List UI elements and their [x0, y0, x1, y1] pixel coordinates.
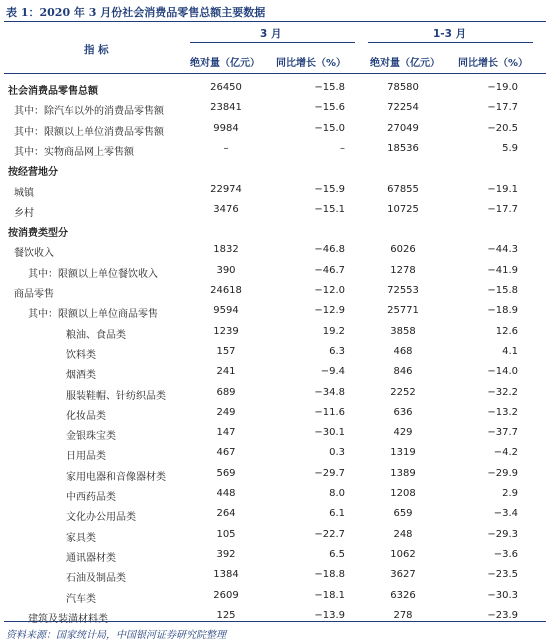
cell-march-absolute: 157	[216, 345, 236, 357]
row-label: 服装鞋帽、针纺织品类	[66, 390, 166, 402]
cell-march-absolute: 392	[216, 548, 236, 560]
cell-march-absolute: 105	[216, 528, 236, 540]
cell-q1-yoy: −4.2	[493, 447, 518, 459]
cell-q1-yoy: 12.6	[495, 325, 518, 337]
cell-q1-absolute: 25771	[387, 305, 419, 317]
cell-q1-yoy: −15.8	[487, 285, 518, 296]
cell-march-yoy: −15.9	[314, 183, 345, 195]
cell-q1-absolute: 67855	[387, 183, 419, 195]
row-label: 其中：限额以上单位消费品零售额	[14, 126, 164, 138]
table-row	[0, 505, 550, 525]
cell-q1-absolute: 1389	[390, 467, 416, 479]
table-row	[0, 140, 550, 160]
cell-q1-yoy: −17.7	[487, 102, 518, 114]
row-label: 饮料类	[66, 349, 96, 361]
table-row	[0, 546, 550, 566]
cell-march-yoy: −13.9	[314, 609, 345, 621]
row-label: 餐饮收入	[14, 248, 54, 260]
cell-march-yoy: −15.1	[314, 203, 345, 215]
row-label: 城镇	[14, 187, 34, 199]
row-label: 粮油、食品类	[66, 329, 126, 341]
table-row	[0, 201, 550, 221]
cell-march-absolute: 9594	[213, 305, 239, 317]
cell-q1-absolute: 2252	[390, 386, 416, 398]
cell-q1-absolute: 248	[393, 528, 413, 540]
cell-q1-yoy: −37.7	[487, 427, 518, 439]
row-label: 商品零售	[14, 289, 54, 300]
header-period-march: 3 月	[260, 28, 282, 40]
row-label: 其中：实物商品网上零售额	[14, 146, 134, 158]
row-label: 金银珠宝类	[66, 431, 116, 443]
source-note: 资料来源：国家统计局，中国银河证券研究院整理	[6, 630, 226, 641]
cell-march-yoy: −46.7	[314, 264, 345, 276]
cell-q1-yoy: −19.1	[487, 183, 518, 195]
cell-march-absolute: 467	[216, 447, 236, 459]
cell-q1-yoy: −3.4	[493, 508, 518, 520]
cell-march-absolute: 390	[216, 264, 236, 276]
table-row	[0, 424, 550, 444]
row-label: 乡村	[14, 207, 34, 219]
cell-march-yoy: −22.7	[314, 528, 345, 540]
row-label: 其中：限额以上单位餐饮收入	[28, 268, 158, 280]
table-row	[0, 302, 550, 322]
cell-march-absolute: 26450	[210, 82, 242, 93]
cell-march-yoy: −9.4	[320, 366, 345, 378]
cell-march-yoy: −15.8	[314, 82, 345, 93]
table-row	[0, 526, 550, 546]
cell-q1-yoy: 2.9	[502, 488, 518, 499]
table-row	[0, 262, 550, 282]
cell-q1-yoy: −32.2	[487, 386, 518, 398]
table-row	[0, 607, 550, 627]
cell-march-yoy: −12.0	[314, 285, 345, 296]
header-yoy-1: 同比增长（%）	[276, 58, 347, 69]
cell-march-yoy: 0.3	[329, 447, 345, 459]
cell-march-absolute: 1384	[213, 569, 239, 581]
table-row	[0, 120, 550, 140]
cell-q1-yoy: 4.1	[502, 345, 518, 357]
cell-march-absolute: 23841	[210, 102, 242, 114]
cell-q1-absolute: 72553	[387, 285, 419, 296]
table-row	[0, 587, 550, 607]
cell-march-absolute: 3476	[213, 203, 239, 215]
cell-q1-absolute: 6326	[390, 589, 416, 601]
row-label: 按经营地分	[8, 167, 58, 179]
table-row	[0, 221, 550, 241]
cell-q1-absolute: 6026	[390, 244, 416, 256]
table-row	[0, 241, 550, 261]
cell-march-yoy: −30.1	[314, 427, 345, 439]
cell-march-absolute: 9984	[213, 122, 239, 134]
cell-q1-yoy: −23.5	[487, 569, 518, 581]
cell-march-yoy: −12.9	[314, 305, 345, 317]
row-label: 其中：限额以上单位商品零售	[28, 309, 158, 321]
table-row	[0, 323, 550, 343]
cell-march-absolute: 264	[216, 508, 236, 520]
cell-q1-yoy: −20.5	[487, 122, 518, 134]
cell-march-absolute: 2609	[213, 589, 239, 601]
row-label: 家具类	[66, 532, 96, 544]
cell-q1-yoy: −41.9	[487, 264, 518, 276]
cell-march-yoy: 6.3	[329, 345, 345, 357]
cell-q1-yoy: −14.0	[487, 366, 518, 378]
top-rule	[4, 21, 546, 22]
row-label: 社会消费品零售总额	[8, 86, 98, 97]
cell-march-absolute: 125	[216, 609, 236, 621]
row-label: 中西药品类	[66, 492, 116, 503]
table-row	[0, 465, 550, 485]
table-row	[0, 181, 550, 201]
row-label: 建筑及装潢材料类	[28, 613, 108, 625]
table-row	[0, 485, 550, 505]
row-label: 汽车类	[66, 593, 96, 605]
cell-q1-yoy: −19.0	[487, 82, 518, 93]
header-indicator: 指 标	[84, 44, 109, 56]
row-label: 按消费类型分	[8, 228, 68, 240]
cell-march-absolute: 1239	[213, 325, 239, 337]
cell-march-yoy: −15.0	[314, 122, 345, 134]
cell-march-yoy: 6.5	[329, 548, 345, 560]
header-abs-2: 绝对量（亿元）	[370, 58, 440, 69]
table-row	[0, 363, 550, 383]
row-label: 化妆品类	[66, 410, 106, 422]
cell-march-yoy: −18.8	[314, 569, 345, 581]
table-row	[0, 566, 550, 586]
header-yoy-2: 同比增长（%）	[458, 58, 529, 69]
table-title: 表 1：2020 年 3 月份社会消费品零售总额主要数据	[6, 6, 266, 19]
table-row	[0, 404, 550, 424]
cell-q1-absolute: 18536	[387, 142, 419, 154]
header-subrule-1	[190, 42, 355, 43]
cell-march-absolute: 249	[216, 406, 236, 418]
cell-march-absolute: 689	[216, 386, 236, 398]
header-period-q1: 1-3 月	[433, 28, 467, 40]
table-row	[0, 444, 550, 464]
cell-march-yoy: −11.6	[314, 406, 345, 418]
table-row	[0, 79, 550, 99]
cell-q1-absolute: 468	[393, 345, 413, 357]
cell-march-yoy: 8.0	[329, 488, 345, 499]
bottom-rule	[4, 621, 546, 622]
table-row	[0, 384, 550, 404]
cell-q1-yoy: −44.3	[487, 244, 518, 256]
cell-march-yoy: 19.2	[322, 325, 345, 337]
cell-q1-absolute: 78580	[387, 82, 419, 93]
table-row	[0, 282, 550, 302]
cell-march-yoy: 6.1	[329, 508, 345, 520]
cell-q1-absolute: 1319	[390, 447, 416, 459]
cell-q1-absolute: 429	[393, 427, 413, 439]
header-bottom-rule	[4, 73, 546, 74]
row-label: 通讯器材类	[66, 552, 116, 564]
cell-q1-yoy: −30.3	[487, 589, 518, 601]
cell-q1-yoy: 5.9	[502, 142, 518, 154]
cell-march-yoy: −29.7	[314, 467, 345, 479]
table-row	[0, 343, 550, 363]
table-row	[0, 99, 550, 119]
cell-q1-yoy: −29.3	[487, 528, 518, 540]
cell-march-absolute: 24618	[210, 285, 242, 296]
cell-q1-yoy: −18.9	[487, 305, 518, 317]
cell-q1-yoy: −17.7	[487, 203, 518, 215]
cell-q1-yoy: −3.6	[493, 548, 518, 560]
table-row	[0, 160, 550, 180]
cell-march-yoy: −34.8	[314, 386, 345, 398]
cell-q1-absolute: 1208	[390, 488, 416, 499]
cell-march-absolute: 147	[216, 427, 236, 439]
row-label: 文化办公用品类	[66, 512, 136, 524]
row-label: 烟酒类	[66, 370, 96, 382]
cell-march-absolute: 448	[216, 488, 236, 499]
cell-march-absolute: 569	[216, 467, 236, 479]
cell-q1-absolute: 659	[393, 508, 413, 520]
cell-q1-absolute: 72254	[387, 102, 419, 114]
cell-q1-absolute: 1062	[390, 548, 416, 560]
cell-march-yoy: −18.1	[314, 589, 345, 601]
row-label: 石油及制品类	[66, 573, 126, 585]
cell-march-yoy: −46.8	[314, 244, 345, 256]
row-label: 家用电器和音像器材类	[66, 471, 166, 483]
cell-q1-absolute: 636	[393, 406, 413, 418]
row-label: 日用品类	[66, 451, 106, 463]
cell-q1-yoy: −23.9	[487, 609, 518, 621]
cell-q1-yoy: −13.2	[487, 406, 518, 418]
header-abs-1: 绝对量（亿元）	[190, 58, 260, 69]
cell-q1-absolute: 1278	[390, 264, 416, 276]
cell-march-absolute: 1832	[213, 244, 239, 256]
cell-march-yoy: –	[340, 142, 345, 154]
cell-march-absolute: 22974	[210, 183, 242, 195]
cell-q1-absolute: 278	[393, 609, 413, 621]
cell-march-yoy: −15.6	[314, 102, 345, 114]
cell-q1-absolute: 3858	[390, 325, 416, 337]
cell-q1-absolute: 27049	[387, 122, 419, 134]
header-subrule-2	[368, 42, 533, 43]
cell-march-absolute: –	[223, 142, 229, 154]
cell-q1-absolute: 10725	[387, 203, 419, 215]
cell-march-absolute: 241	[216, 366, 236, 378]
row-label: 其中：除汽车以外的消费品零售额	[14, 106, 164, 118]
cell-q1-absolute: 846	[393, 366, 413, 378]
cell-q1-absolute: 3627	[390, 569, 416, 581]
cell-q1-yoy: −29.9	[487, 467, 518, 479]
